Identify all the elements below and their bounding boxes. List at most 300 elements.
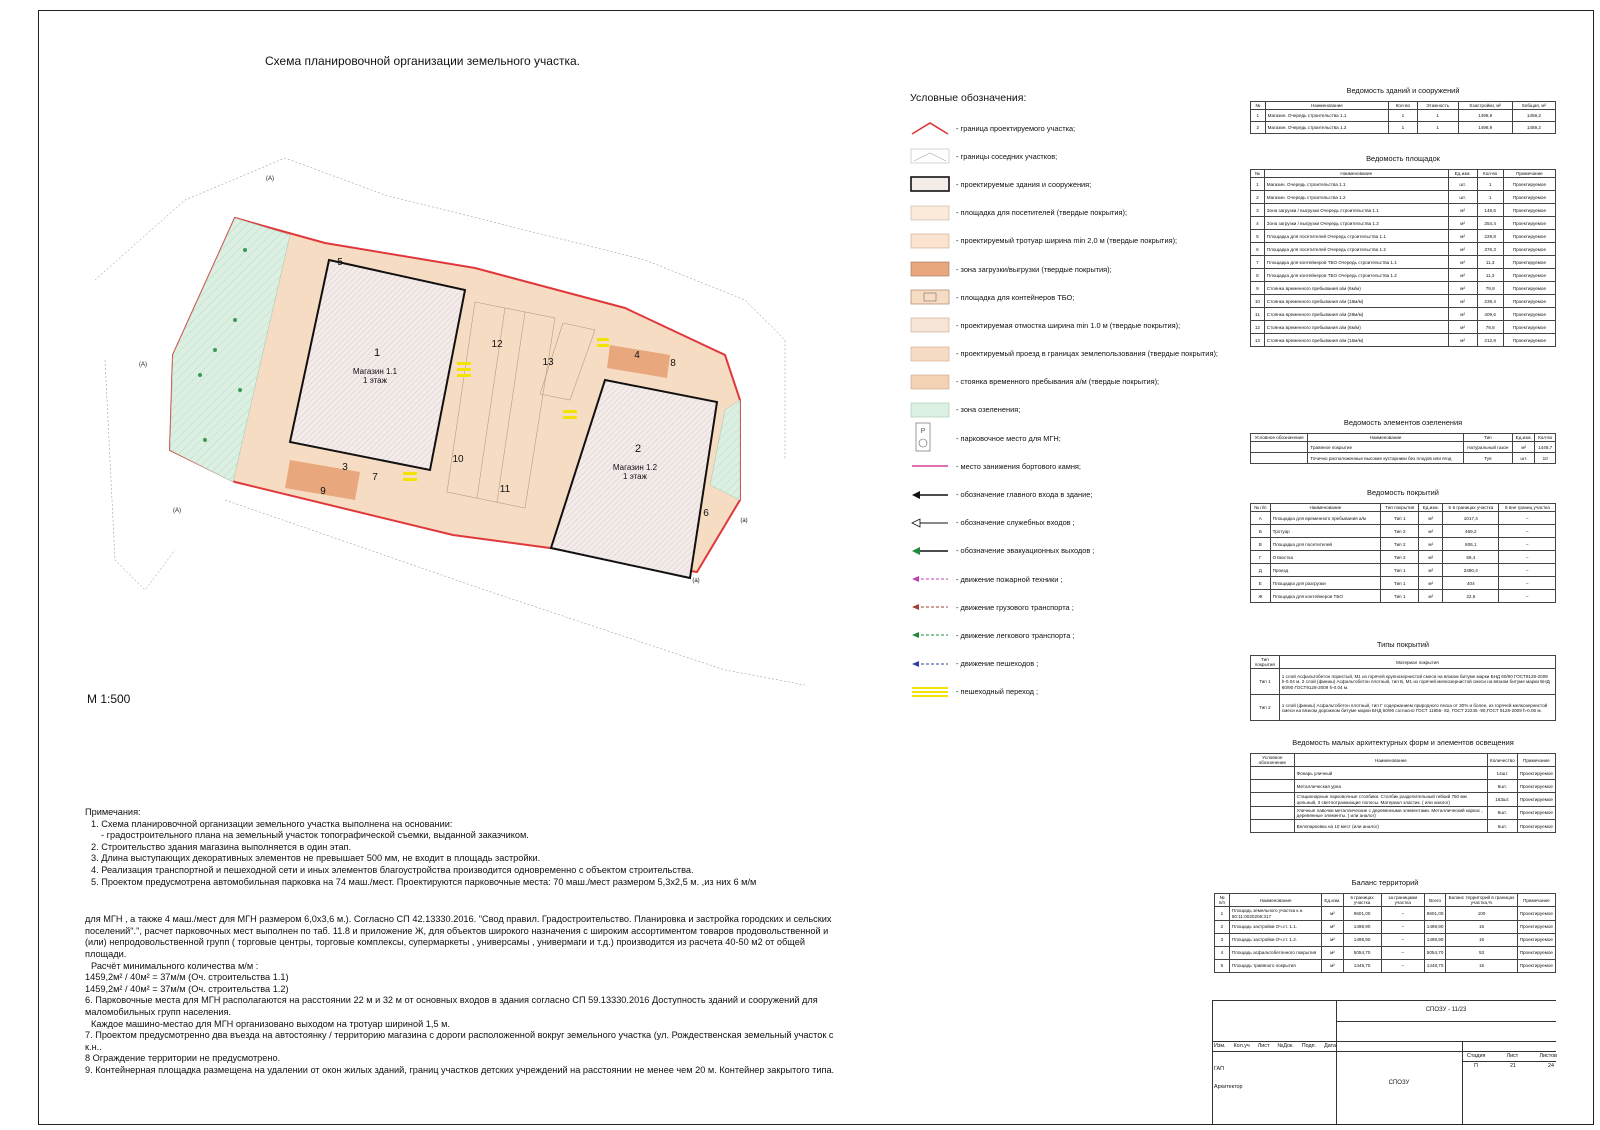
- table-header-cell: Наименование: [1294, 754, 1487, 767]
- table-cell: В: [1251, 538, 1271, 551]
- table-cell: м²: [1419, 538, 1443, 551]
- stamp-col-label: Лист: [1257, 1043, 1270, 1049]
- table-cell: 1448,70: [1424, 959, 1446, 972]
- table-row: [1215, 920, 1556, 933]
- table-cell: 1498,90: [1424, 933, 1446, 946]
- building-1-num: 1: [373, 347, 381, 359]
- table-header-cell: Тип покрытия: [1381, 504, 1419, 512]
- area-num: 5: [337, 257, 343, 268]
- legend-item: [910, 509, 1250, 537]
- table-cell: шт.: [1512, 453, 1534, 464]
- curb-lowering-line-icon: [910, 458, 950, 474]
- svg-text:P: P: [920, 428, 926, 436]
- table-cell: 3: [1251, 204, 1265, 217]
- table-cell: 79,8: [1477, 282, 1503, 295]
- legend-label: - проектируемый тротуар ширина min 2,0 м (твердые покрытия);: [956, 236, 1178, 246]
- building-hatch-icon: [910, 176, 950, 192]
- area-num: 6: [703, 508, 709, 519]
- table-header-cell: Sобщая, м²: [1512, 102, 1555, 110]
- table-cell: Площадка для посетителей: [1270, 538, 1381, 551]
- table-row: [1251, 442, 1556, 453]
- legend-item: [910, 142, 1250, 170]
- table-cell: Тип 1: [1381, 577, 1419, 590]
- table-cell: [1251, 793, 1295, 806]
- table-cell: Площадка для разгрузки: [1270, 577, 1381, 590]
- table-cell: 5054,70: [1424, 946, 1446, 959]
- driveway-fill-icon: [910, 346, 950, 362]
- table-cell: м²: [1448, 230, 1477, 243]
- table-cell: м²: [1419, 551, 1443, 564]
- legend-item: [910, 114, 1250, 142]
- table-cell: [1251, 442, 1308, 453]
- table-cell: –: [1499, 590, 1556, 603]
- note-line: 9. Контейнерная площадка размещена на удалении от окон жилых зданий, границ участков детских учреждений на расстоянии не менее чем 20 м. Контейнер закрытого типа.: [85, 1064, 835, 1075]
- table-cell: Магазин. Очередь строительства 1.1: [1265, 110, 1389, 122]
- table-cell: Проектируемое: [1503, 308, 1555, 321]
- area-num: 12: [491, 339, 503, 350]
- legend-title: Условные обозначения:: [910, 92, 1027, 104]
- table-cell: м²: [1448, 204, 1477, 217]
- table-cell: Проектируемое: [1517, 793, 1555, 806]
- notes: [85, 807, 845, 1076]
- table-cell: Площадка для контейнеров ТБО Очередь строительства 1.2: [1264, 269, 1448, 282]
- table-cell: 254,4: [1477, 217, 1503, 230]
- table-cell: Проектируемое: [1503, 191, 1555, 204]
- table-cell: 11: [1251, 308, 1265, 321]
- table-cell: Натуральный газон: [1463, 442, 1512, 453]
- sidewalk-hatch-icon: [910, 233, 950, 249]
- table-row: [1215, 933, 1556, 946]
- table-cell: Тип 1: [1381, 564, 1419, 577]
- legend-item: [910, 340, 1250, 368]
- area-num: 4: [634, 350, 640, 361]
- table-cell: 1459,2: [1512, 110, 1555, 122]
- crosswalk-stripes-icon: [910, 684, 950, 700]
- table-row: [1251, 308, 1556, 321]
- table-cell: 10: [1535, 453, 1556, 464]
- table-cell: Площадь застройки Оч.ст. 1.2.: [1229, 933, 1322, 946]
- table-cell: м²: [1448, 217, 1477, 230]
- table-cell: 16: [1446, 933, 1517, 946]
- table-cell: 1017,4: [1443, 512, 1499, 525]
- table-cell: м²: [1448, 243, 1477, 256]
- building-1-name: Магазин 1.1: [352, 367, 398, 376]
- service-entrance-arrow-icon: [910, 515, 950, 531]
- legend-label: - пешеходный переход ;: [956, 687, 1039, 697]
- table-cell: 1: [1251, 110, 1266, 122]
- table-cell: Фонарь уличный: [1294, 767, 1487, 780]
- evacuation-exit-arrow-icon: [910, 543, 950, 559]
- table-cell: 1 слой (финиш) Асфальтобетон плотный, тип Г содержанием природного песка от 30% и более, из горячей мелкозернистой смеси на вязком дорожном битуме марки БНД 60/90 согласно ГОСТ 11955- 82, ГОСТ 22245 -90,ГОСТ 9128-2009 h-0.06 м.: [1279, 695, 1555, 721]
- legend-item: [910, 565, 1250, 593]
- table-cell: [1251, 780, 1295, 793]
- table-cell: Площадь земельного участка к.н. 50:11:0020206:317: [1229, 907, 1322, 920]
- legend-item: [910, 227, 1250, 255]
- table-cell: 606,1: [1443, 538, 1499, 551]
- stamp-col-label: Подп.: [1301, 1043, 1317, 1049]
- table-row: [1251, 334, 1556, 347]
- table-header-row: [1251, 102, 1556, 110]
- table-header-cell: в границах участка: [1343, 894, 1381, 907]
- table-cell: 239,4: [1477, 295, 1503, 308]
- table-row: [1251, 525, 1556, 538]
- table-row: [1251, 256, 1556, 269]
- corner-label: (А): [173, 508, 181, 514]
- table-row: [1251, 564, 1556, 577]
- table-cell: Площадь травяного покрытия: [1229, 959, 1322, 972]
- legend-item: [910, 593, 1250, 621]
- stamp-gap: ГАП: [1214, 1066, 1224, 1072]
- table-cell: Площадка для контейнеров ТБО: [1270, 590, 1381, 603]
- visitor-area-hatch-icon: [910, 205, 950, 221]
- drawing-title: Схема планировочной организации земельного участка.: [265, 54, 580, 68]
- table-row: [1251, 217, 1556, 230]
- corner-label: (А): [139, 362, 147, 368]
- table-header-cell: Наименование: [1265, 102, 1389, 110]
- table-row: [1251, 551, 1556, 564]
- legend-item: [910, 678, 1250, 706]
- table-cell: 9601,00: [1424, 907, 1446, 920]
- table-cell: 22,6: [1443, 590, 1499, 603]
- table-cell: 2: [1251, 191, 1265, 204]
- table-header-cell: Баланс территорий в границах участка,%: [1446, 894, 1517, 907]
- table-cell: Травяное покрытие: [1308, 442, 1463, 453]
- building-2-name: Магазин 1.2: [612, 463, 658, 472]
- table-cell: 14шт.: [1488, 767, 1518, 780]
- legend-item: [910, 311, 1250, 339]
- note-line: 1. Схема планировочной организации земельного участка выполнена на основании:: [91, 818, 453, 829]
- legend-label: - проектируемая отмостка ширина min 1.0 м (твердые покрытия);: [956, 320, 1181, 330]
- table-row: [1251, 669, 1556, 695]
- table-cell: 1448,7: [1535, 442, 1556, 453]
- table-header-cell: Кол-во: [1477, 170, 1503, 178]
- stamp-stage: П: [1474, 1063, 1478, 1069]
- table-cell: Площадка для посетителей Очередь строительства 1.2: [1264, 243, 1448, 256]
- table-cell: –: [1499, 551, 1556, 564]
- table-row: [1251, 269, 1556, 282]
- table-header-cell: Sзастройки, м²: [1458, 102, 1512, 110]
- stamp-col-label: Кол.уч: [1233, 1043, 1250, 1049]
- table-cell: 10: [1251, 295, 1265, 308]
- red-boundary-line-icon: [910, 120, 950, 136]
- coverings-table-block: [1250, 488, 1556, 603]
- legend-label: - зона озеленения;: [956, 405, 1021, 415]
- table-cell: м²: [1322, 959, 1343, 972]
- stamp-sheets-label: Листов: [1539, 1053, 1557, 1059]
- table-header-row: [1251, 170, 1556, 178]
- table-header-cell: Тип: [1463, 434, 1512, 442]
- legend-label: - проектируемый проезд в границах землепользования (твердые покрытия);: [956, 349, 1218, 359]
- table-cell: 7: [1251, 256, 1265, 269]
- table-cell: [1251, 820, 1295, 833]
- table-cell: м²: [1448, 295, 1477, 308]
- table-header-cell: Наименование: [1270, 504, 1381, 512]
- table-row: [1251, 453, 1556, 464]
- legend-item: [910, 537, 1250, 565]
- area-num: 8: [670, 358, 676, 369]
- table-cell: –: [1381, 946, 1424, 959]
- table-header-cell: Кол-во: [1535, 434, 1556, 442]
- title-block: [1212, 1000, 1556, 1125]
- types-table-block: [1250, 640, 1556, 721]
- table-cell: Проектируемое: [1517, 780, 1555, 793]
- table-header-cell: №: [1251, 102, 1266, 110]
- table-header-cell: №: [1251, 170, 1265, 178]
- legend-label: - обозначение главного входа в здание;: [956, 490, 1093, 500]
- buildings-table-title: Ведомость зданий и сооружений: [1346, 86, 1460, 95]
- table-header-cell: Примечание: [1503, 170, 1555, 178]
- note-line: Примечания:: [85, 807, 141, 817]
- table-cell: 9: [1251, 282, 1265, 295]
- table-cell: м²: [1322, 920, 1343, 933]
- table-cell: 2480,4: [1443, 564, 1499, 577]
- legend-item: [910, 170, 1250, 198]
- table-cell: 1: [1389, 122, 1417, 134]
- legend-label: - место занижения бортового камня;: [956, 461, 1081, 471]
- table-cell: –: [1499, 525, 1556, 538]
- table-header-cell: Примечание: [1517, 894, 1555, 907]
- coverings-table: [1250, 503, 1556, 603]
- parking-fill-icon: [910, 374, 950, 390]
- stamp-sheet: 21: [1509, 1063, 1516, 1069]
- neighbor-boundary-line-icon: [910, 148, 950, 164]
- table-cell: Магазин. Очередь строительства 1.2: [1264, 191, 1448, 204]
- table-header-cell: Условное обозначение: [1251, 434, 1308, 442]
- areas-table-title: Ведомость площадок: [1366, 154, 1440, 163]
- table-cell: Проектируемое: [1503, 334, 1555, 347]
- table-cell: 1498,90: [1343, 920, 1381, 933]
- table-cell: 59,4: [1443, 551, 1499, 564]
- table-cell: Стоянка временного пребывания а/м (28м/м): [1264, 308, 1448, 321]
- table-row: [1251, 577, 1556, 590]
- table-header-cell: Условное обозначение: [1251, 754, 1295, 767]
- greening-table: [1250, 433, 1556, 464]
- area-num: 7: [372, 472, 378, 483]
- note-line: 6. Парковочные места для МГН располагаются на расстоянии 22 м и 32 м от основных входов в здания согласно СП 59.13330.2016 Доступность зданий и сооружений для маломобильных групп населения.: [85, 995, 818, 1017]
- table-cell: 9601,00: [1343, 907, 1381, 920]
- table-cell: 1498,9: [1458, 122, 1512, 134]
- stamp-col-label: Дата: [1324, 1043, 1336, 1049]
- buildings-table: [1250, 101, 1556, 134]
- table-cell: А: [1251, 512, 1271, 525]
- legend-label: - движение пожарной техники ;: [956, 574, 1063, 584]
- table-cell: Площадка для временного пребывания а/м: [1270, 512, 1381, 525]
- table-row: [1251, 110, 1556, 122]
- note-line: - градостроительного плана на земельный участок топографической съемки, выданной заказчиком.: [101, 830, 529, 841]
- area-num: 13: [542, 357, 554, 368]
- greening-table-title: Ведомость элементов озеленения: [1343, 418, 1463, 427]
- table-row: [1251, 538, 1556, 551]
- table-header-cell: Наименование: [1229, 894, 1322, 907]
- table-cell: 1498,90: [1343, 933, 1381, 946]
- table-cell: Площадь застройки Оч.ст. 1.1.: [1229, 920, 1322, 933]
- table-cell: 5054,70: [1343, 946, 1381, 959]
- table-row: [1251, 295, 1556, 308]
- table-cell: м²: [1448, 256, 1477, 269]
- table-row: [1251, 780, 1556, 793]
- legend-label: - стоянка временного пребывания а/м (твердые покрытия);: [956, 377, 1160, 387]
- table-row: [1215, 946, 1556, 959]
- table-cell: м²: [1512, 442, 1534, 453]
- table-cell: Проектируемое: [1517, 767, 1555, 780]
- table-cell: 163шт.: [1488, 793, 1518, 806]
- note-line: 5. Проектом предусмотрена автомобильная парковка на 74 маш./мест. Проектируются парковочные места: 70 маш./мест размером 5,3х2,5 м. ,из них 6 м/м: [91, 876, 757, 887]
- table-header-cell: Материал покрытия: [1279, 656, 1555, 669]
- legend-label: - обозначение эвакуационных выходов ;: [956, 546, 1095, 556]
- table-cell: 3: [1215, 933, 1230, 946]
- note-line: 1459,2м² / 40м² = 37м/м (Оч. строительства 1.2): [85, 983, 289, 994]
- table-header-cell: Ед.изм.: [1512, 434, 1534, 442]
- table-cell: –: [1381, 920, 1424, 933]
- table-cell: Проектируемое: [1503, 321, 1555, 334]
- table-cell: Отмостка: [1270, 551, 1381, 564]
- balance-table: [1214, 893, 1556, 973]
- table-cell: Б: [1251, 525, 1271, 538]
- table-cell: м²: [1322, 907, 1343, 920]
- note-line: 4. Реализация транспортной и пешеходной сети и иных элементов благоустройства производится одновременно с объектом строительства.: [91, 864, 694, 875]
- legend: [910, 92, 1250, 706]
- table-cell: –: [1381, 959, 1424, 972]
- note-line: 7. Проектом предусмотренно два въезда на автостоянку / территорию магазина с дороги расположенной вокруг земельного участка (ул. Рождественская земельный участок с к.н..: [85, 1030, 834, 1052]
- waste-container-area-icon: [910, 289, 950, 305]
- legend-label: - парковочное место для МГН;: [956, 433, 1061, 443]
- table-cell: м²: [1419, 512, 1443, 525]
- table-cell: Проектируемое: [1517, 959, 1555, 972]
- legend-item: [910, 480, 1250, 508]
- table-cell: Стационарные парковочные столбики. Столбик разделительный гибкий 750 мм цельный, 3 светоотражающие полосы. Материал эластик. ( или аналог): [1294, 793, 1487, 806]
- legend-item: [910, 650, 1250, 678]
- table-row: [1251, 793, 1556, 806]
- area-num: 9: [320, 486, 326, 497]
- table-cell: Магазин. Очередь строительства 1.2: [1265, 122, 1389, 134]
- stamp-sheet-label: Лист: [1506, 1053, 1519, 1059]
- maf-table-title: Ведомость малых архитектурных форм и элементов освещения: [1292, 738, 1514, 747]
- table-cell: 15: [1446, 959, 1517, 972]
- table-header-cell: Наименование: [1264, 170, 1448, 178]
- table-row: [1251, 204, 1556, 217]
- table-cell: Тип 2: [1251, 695, 1280, 721]
- table-cell: 229,8: [1477, 230, 1503, 243]
- stamp-col-label: Изм.: [1214, 1043, 1226, 1049]
- table-cell: 13: [1251, 334, 1265, 347]
- table-cell: 376,3: [1477, 243, 1503, 256]
- legend-item: [910, 283, 1250, 311]
- table-cell: 469,2: [1443, 525, 1499, 538]
- types-table-title: Типы покрытий: [1376, 640, 1430, 649]
- table-cell: 404: [1443, 577, 1499, 590]
- note-line: для МГН , а также 4 маш./мест для МГН размером 6,0х3,6 м.). Согласно СП 42.13330.2016. "Свод правил. Градостроительство. Планировка и застройка городских и сельских поселений".", расчет парковочных мест выполнен по таб. 11.8 и приложение Ж, для объектов широкого назначения с широким ассортиментом товаров продовольственной и (или) непродовольственной групп ( торговые центры, торговые комплексы, супермаркеты , универсамы , универмаги и т.д.) производится из расчета 40-50 м2 от общей площади.: [85, 914, 832, 959]
- table-cell: 100: [1446, 907, 1517, 920]
- table-cell: 5: [1251, 230, 1265, 243]
- table-cell: Проектируемое: [1517, 907, 1555, 920]
- table-cell: 53: [1446, 946, 1517, 959]
- table-cell: Проектируемое: [1503, 295, 1555, 308]
- table-header-cell: Наименование: [1308, 434, 1463, 442]
- table-cell: Проектируемое: [1503, 256, 1555, 269]
- table-row: [1251, 122, 1556, 134]
- table-cell: м²: [1448, 269, 1477, 282]
- table-header-cell: Всего: [1424, 894, 1446, 907]
- table-header-row: [1251, 656, 1556, 669]
- greening-table-block: [1250, 418, 1556, 464]
- legend-label: - проектируемые здания и сооружения;: [956, 179, 1092, 189]
- table-cell: 4: [1215, 946, 1230, 959]
- table-cell: Тип 1: [1381, 512, 1419, 525]
- table-cell: м²: [1448, 334, 1477, 347]
- fire-truck-arrow-icon: [910, 571, 950, 587]
- table-row: [1251, 820, 1556, 833]
- table-cell: 1: [1477, 178, 1503, 191]
- areas-table-block: [1250, 154, 1556, 347]
- table-cell: 2: [1215, 920, 1230, 933]
- table-cell: Проектируемое: [1503, 269, 1555, 282]
- table-cell: Уличные лавочки металлические с деревянными элементами. Металлический каркас , деревянные элементы. ( или аналог): [1294, 806, 1487, 819]
- legend-label: - движение легкового транспорта ;: [956, 630, 1075, 640]
- note-line: 1459,2м² / 40м² = 37м/м (Оч. строительства 1.1): [85, 972, 289, 983]
- table-cell: 79,8: [1477, 321, 1503, 334]
- table-cell: Проектируемое: [1503, 178, 1555, 191]
- freight-arrow-icon: [910, 599, 950, 615]
- stamp-architect: Архитектор: [1214, 1084, 1243, 1090]
- balance-table-block: [1214, 878, 1556, 973]
- table-header-cell: S вне границ участка: [1499, 504, 1556, 512]
- table-row: [1251, 178, 1556, 191]
- table-cell: –: [1499, 512, 1556, 525]
- legend-label: - обозначение служебных входов ;: [956, 518, 1075, 528]
- table-cell: [1251, 453, 1308, 464]
- table-cell: Площадка для контейнеров ТБО Очередь строительства 1.1: [1264, 256, 1448, 269]
- table-cell: м²: [1419, 577, 1443, 590]
- table-cell: 11,3: [1477, 269, 1503, 282]
- table-cell: Тип 2: [1381, 551, 1419, 564]
- building-1-floors: 1 этаж: [363, 376, 387, 385]
- main-entrance-arrow-icon: [910, 487, 950, 503]
- table-cell: 5шт.: [1488, 820, 1518, 833]
- table-cell: Зона загрузки / выгрузки Очередь строительства 1.2: [1264, 217, 1448, 230]
- table-cell: Проектируемое: [1517, 820, 1555, 833]
- table-cell: 1: [1417, 110, 1458, 122]
- table-cell: Тип 1: [1381, 590, 1419, 603]
- table-header-cell: Кол-во: [1389, 102, 1417, 110]
- legend-label: - площадка для посетителей (твердые покрытия);: [956, 208, 1128, 218]
- table-row: [1251, 321, 1556, 334]
- table-cell: 1: [1251, 178, 1265, 191]
- table-cell: м²: [1448, 308, 1477, 321]
- maf-table-block: [1250, 738, 1556, 833]
- table-cell: Точечно расположенные высокие кустарники без плодов или ягод: [1308, 453, 1463, 464]
- table-cell: Проектируемое: [1517, 920, 1555, 933]
- area-num: 11: [499, 484, 511, 495]
- table-header-cell: Ед.изм.: [1419, 504, 1443, 512]
- table-header-cell: Ед.изм.: [1448, 170, 1477, 178]
- legend-label: - движение грузового транспорта ;: [956, 602, 1074, 612]
- table-cell: 8шт.: [1488, 780, 1518, 793]
- table-cell: Проектируемое: [1503, 282, 1555, 295]
- table-cell: м²: [1419, 590, 1443, 603]
- table-cell: 1448,70: [1343, 959, 1381, 972]
- table-cell: м²: [1419, 525, 1443, 538]
- legend-label: - движение пешеходов ;: [956, 659, 1039, 669]
- table-cell: Металлическая урна: [1294, 780, 1487, 793]
- table-cell: Проектируемое: [1517, 946, 1555, 959]
- table-row: [1251, 512, 1556, 525]
- table-cell: 1: [1215, 907, 1230, 920]
- table-header-cell: Тип покрытия: [1251, 656, 1280, 669]
- site-plan: [85, 140, 855, 700]
- table-row: [1251, 191, 1556, 204]
- table-cell: м²: [1448, 321, 1477, 334]
- legend-item: [910, 368, 1250, 396]
